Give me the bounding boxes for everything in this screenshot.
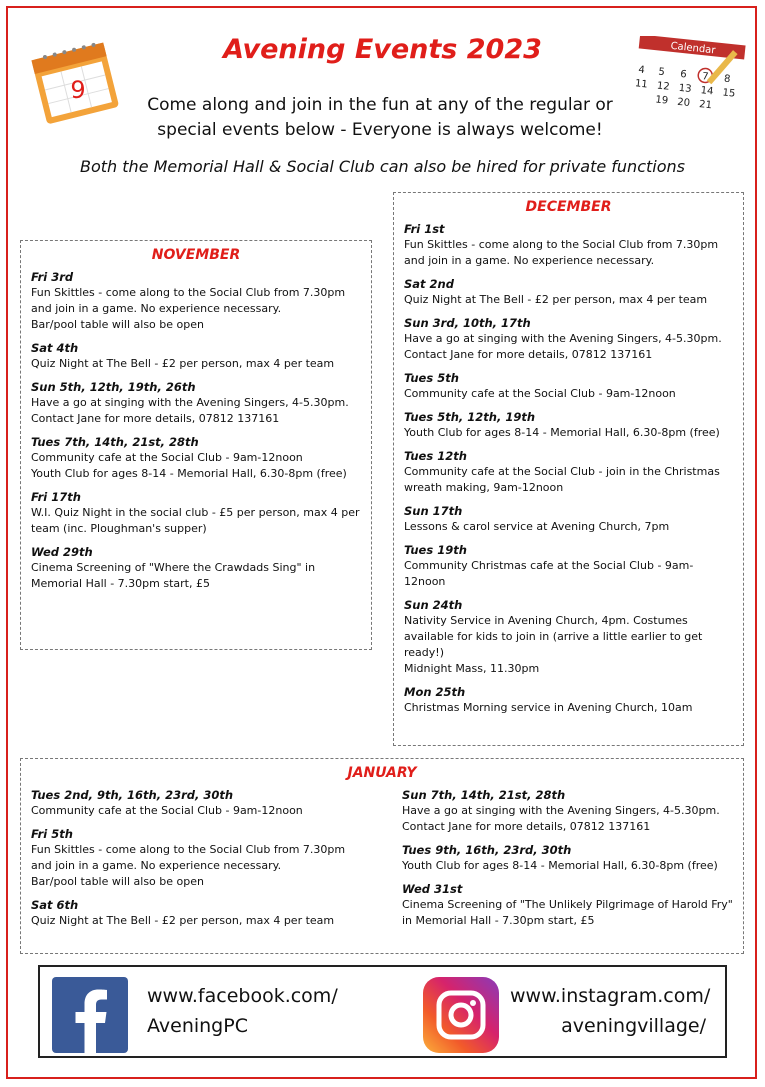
instagram-line2: aveningvillage/	[561, 1015, 706, 1037]
intro-text: Come along and join in the fun at any of the regular or special events below - Everyone is always welcome!	[147, 95, 613, 140]
svg-text:4: 4	[637, 64, 646, 77]
event-description: Midnight Mass, 11.30pm	[404, 662, 540, 675]
event-item	[404, 409, 733, 441]
social-links-box	[38, 965, 727, 1058]
event-item	[404, 597, 733, 677]
event-description: Have a go at singing with the Avening Singers, 4-5.30pm. Contact Jane for more details, 07812 137161	[402, 804, 720, 833]
svg-text:15: 15	[721, 87, 736, 100]
event-date: Tues 12th	[404, 449, 467, 463]
instagram-line1: www.instagram.com/	[510, 985, 711, 1007]
event-item	[31, 897, 362, 929]
event-date: Tues 7th, 14th, 21st, 28th	[31, 435, 199, 449]
event-item	[404, 684, 733, 716]
page-title: Avening Events 2023	[223, 34, 542, 65]
event-description: Youth Club for ages 8-14 - Memorial Hall, 6.30-8pm (free)	[31, 467, 347, 480]
event-date: Sat 6th	[31, 898, 79, 912]
instagram-icon[interactable]	[423, 977, 499, 1053]
event-date: Fri 3rd	[31, 270, 74, 284]
event-description: Lessons & carol service at Avening Church, 7pm	[404, 520, 670, 533]
event-date: Tues 5th	[404, 371, 459, 385]
event-description: Quiz Night at The Bell - £2 per person, max 4 per team	[404, 293, 708, 306]
event-description: W.I. Quiz Night in the social club - £5 per person, max 4 per team (inc. Ploughman's supper)	[31, 506, 360, 535]
event-item	[402, 881, 733, 929]
event-item	[404, 448, 733, 496]
event-item	[31, 269, 361, 333]
event-date: Tues 19th	[404, 543, 467, 557]
event-date: Sun 5th, 12th, 19th, 26th	[31, 380, 196, 394]
november-heading: NOVEMBER	[151, 247, 241, 263]
event-description: Fun Skittles - come along to the Social Club from 7.30pm and join in a game. No experience necessary.	[31, 286, 346, 315]
event-item	[404, 276, 733, 308]
event-description: Community cafe at the Social Club - 9am-12noon	[404, 387, 676, 400]
calendar-word: Calendar	[670, 40, 716, 57]
event-date: Fri 1st	[404, 222, 445, 236]
event-date: Sun 7th, 14th, 21st, 28th	[402, 788, 566, 802]
november-box	[20, 240, 372, 650]
facebook-line1: www.facebook.com/	[147, 985, 338, 1007]
event-date: Sat 4th	[31, 341, 79, 355]
svg-text:11: 11	[634, 78, 649, 91]
facebook-icon[interactable]	[52, 977, 128, 1053]
event-item	[402, 787, 733, 835]
event-date: Tues 2nd, 9th, 16th, 23rd, 30th	[31, 788, 234, 802]
event-description: Nativity Service in Avening Church, 4pm. Costumes available for kids to join in (arrive a little earlier to get ready!)	[404, 614, 703, 659]
facebook-link[interactable]	[147, 981, 338, 1041]
instagram-link[interactable]	[510, 981, 711, 1041]
december-heading: DECEMBER	[525, 199, 612, 215]
svg-text:13: 13	[678, 82, 692, 96]
event-date: Fri 17th	[31, 490, 81, 504]
december-box	[393, 192, 744, 746]
november-events	[31, 269, 361, 592]
event-description: Bar/pool table will also be open	[31, 875, 204, 888]
svg-text:19: 19	[654, 94, 669, 107]
event-item	[31, 434, 361, 482]
event-item	[402, 842, 733, 874]
january-events-left	[31, 787, 362, 936]
event-item	[31, 544, 361, 592]
event-item	[31, 826, 362, 890]
event-date: Mon 25th	[404, 685, 466, 699]
event-description: Bar/pool table will also be open	[31, 318, 204, 331]
event-description: Christmas Morning service in Avening Church, 10am	[404, 701, 693, 714]
hire-note: Both the Memorial Hall & Social Club can also be hired for private functions	[80, 157, 685, 176]
svg-text:20: 20	[676, 96, 691, 110]
event-item	[31, 379, 361, 427]
svg-text:6: 6	[679, 68, 688, 81]
event-item	[404, 542, 733, 590]
event-item	[404, 315, 733, 363]
january-events-right	[402, 787, 733, 936]
event-item	[404, 221, 733, 269]
event-item	[31, 489, 361, 537]
event-description: Cinema Screening of "The Unlikely Pilgrimage of Harold Fry" in Memorial Hall - 7.30pm start, £5	[402, 898, 733, 927]
event-date: Fri 5th	[31, 827, 73, 841]
event-date: Sat 2nd	[404, 277, 454, 291]
event-date: Sun 24th	[404, 598, 463, 612]
calendar-day-label: 9	[70, 76, 86, 104]
event-description: Community cafe at the Social Club - 9am-12noon	[31, 451, 303, 464]
event-description: Community cafe at the Social Club - join in the Christmas wreath making, 9am-12noon	[404, 465, 720, 494]
event-description: Quiz Night at The Bell - £2 per person, max 4 per team	[31, 914, 335, 927]
event-date: Tues 9th, 16th, 23rd, 30th	[402, 843, 572, 857]
event-description: Fun Skittles - come along to the Social Club from 7.30pm and join in a game. No experience necessary.	[31, 843, 346, 872]
event-date: Sun 3rd, 10th, 17th	[404, 316, 531, 330]
event-item	[31, 787, 362, 819]
event-date: Sun 17th	[404, 504, 463, 518]
svg-text:8: 8	[723, 73, 731, 86]
event-description: Community Christmas cafe at the Social Club - 9am-12noon	[404, 559, 694, 588]
facebook-line2: AveningPC	[147, 1015, 248, 1037]
svg-text:14: 14	[700, 85, 714, 98]
event-description: Cinema Screening of "Where the Crawdads Sing" in Memorial Hall - 7.30pm start, £5	[31, 561, 316, 590]
svg-text:12: 12	[656, 80, 671, 93]
event-description: Have a go at singing with the Avening Singers, 4-5.30pm. Contact Jane for more details, 07812 137161	[31, 396, 349, 425]
event-item	[31, 340, 361, 372]
event-description: Community cafe at the Social Club - 9am-12noon	[31, 804, 303, 817]
event-item	[404, 503, 733, 535]
event-description: Quiz Night at The Bell - £2 per person, max 4 per team	[31, 357, 335, 370]
event-item	[404, 370, 733, 402]
event-description: Fun Skittles - come along to the Social Club from 7.30pm and join in a game. No experience necessary.	[404, 238, 719, 267]
svg-text:7: 7	[701, 71, 710, 83]
event-description: Youth Club for ages 8-14 - Memorial Hall, 6.30-8pm (free)	[404, 426, 720, 439]
event-description: Youth Club for ages 8-14 - Memorial Hall, 6.30-8pm (free)	[402, 859, 718, 872]
event-description: Have a go at singing with the Avening Singers, 4-5.30pm. Contact Jane for more details, 07812 137161	[404, 332, 722, 361]
svg-text:5: 5	[657, 66, 666, 79]
january-heading: JANUARY	[347, 765, 417, 781]
january-box	[20, 758, 744, 954]
svg-text:21: 21	[698, 99, 713, 112]
december-events	[404, 221, 733, 716]
event-date: Wed 31st	[402, 882, 463, 896]
event-date: Tues 5th, 12th, 19th	[404, 410, 536, 424]
event-date: Wed 29th	[31, 545, 93, 559]
